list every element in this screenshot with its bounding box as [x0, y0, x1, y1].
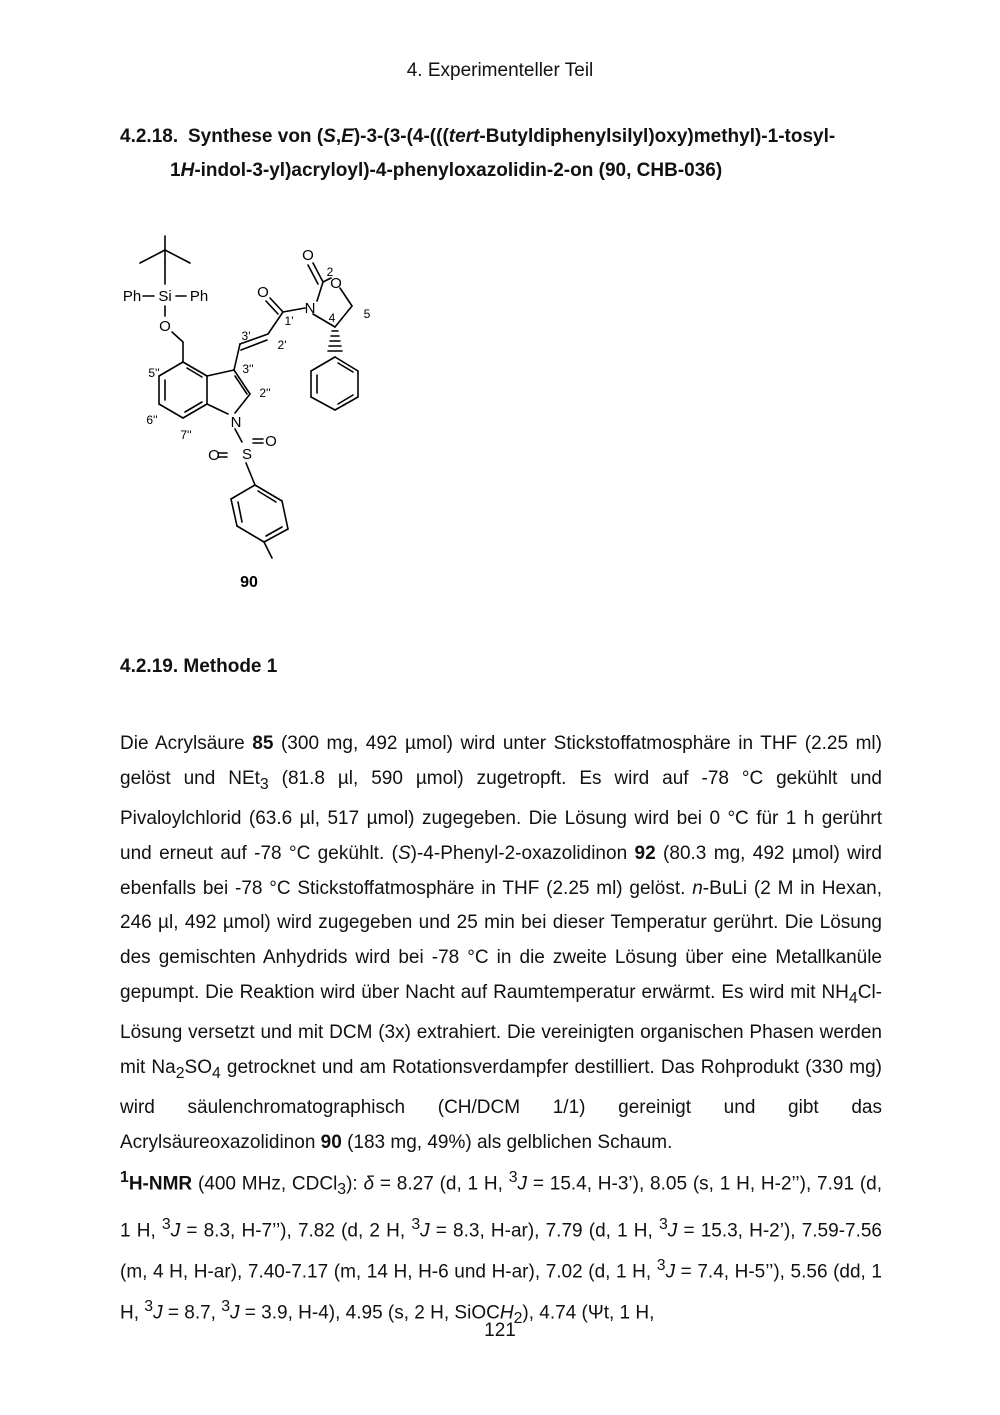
s-label: S	[241, 446, 253, 463]
atom-number-2: 2	[326, 265, 334, 279]
chemical-structure	[110, 232, 410, 607]
atom-number-3p: 3'	[241, 329, 251, 343]
o-ring-label: O	[330, 275, 342, 292]
atom-number-3pp: 3''	[242, 362, 254, 376]
title-part: -indol-3-yl)acryloyl)-4-phenyloxazolidin-2-on (90, CHB-036)	[194, 160, 723, 181]
italic-run: H	[499, 1302, 514, 1324]
title-part: -Butyldiphenylsilyl)oxy)methyl)-1-tosyl-	[479, 126, 836, 147]
title-part: 1	[170, 160, 181, 181]
subscript: 2	[175, 1064, 185, 1082]
text-run: = 15.3, H-2’), 7.59-7.56 (m, 4 H, H-ar), 7.40-7.17 (m, 14 H, H-6 und H-ar), 7.02 (d, 1 H,	[120, 1219, 883, 1283]
atom-number-6pp: 6''	[146, 413, 158, 427]
page-number: 121	[484, 1320, 516, 1341]
compound-ref: 92	[634, 842, 656, 864]
italic-run: S	[397, 842, 411, 864]
superscript: 3	[411, 1215, 421, 1233]
text-run: SO	[184, 1056, 212, 1078]
compound-number: 90	[240, 574, 258, 591]
text-run: ):	[346, 1173, 364, 1195]
text-run: (80.3 mg, 492 µmol) wird ebenfalls bei -78 °C Stickstoffatmosphäre in THF (2.25 ml) gelöst.	[120, 842, 882, 899]
title-part: )-3-(3-(4-(((	[353, 126, 449, 147]
subscript: 3	[337, 1180, 347, 1198]
subscript: 4	[848, 989, 858, 1007]
n-oxaz-label: N	[304, 300, 316, 317]
text-run: = 7.4, H-5’’), 5.56 (dd, 1 H,	[120, 1261, 882, 1324]
si-label: Si	[158, 288, 172, 305]
subscript: 2	[513, 1309, 523, 1327]
o-acyl-label: O	[257, 284, 269, 301]
italic-run: J	[170, 1219, 181, 1241]
title-part-italic: E	[341, 126, 354, 147]
text-run: (183 mg, 49%) als gelblichen Schaum.	[341, 1132, 673, 1154]
superscript: 3	[161, 1215, 171, 1233]
title-part-italic: tert	[448, 126, 480, 147]
italic-run: J	[230, 1302, 240, 1324]
italic-run: J	[153, 1302, 163, 1324]
italic-run: J	[665, 1261, 676, 1283]
o-ether-label: O	[159, 318, 171, 335]
atom-number-4: 4	[328, 311, 336, 325]
n-indole-label: N	[230, 414, 242, 431]
atom-number-2p: 2'	[277, 338, 287, 352]
title-part-italic: S	[323, 126, 336, 147]
italic-run: J	[667, 1219, 678, 1241]
body-text	[120, 727, 882, 1337]
o-s-left-label: O	[208, 447, 220, 464]
atom-number-2pp: 2''	[259, 386, 271, 400]
title-part: Synthese von (	[188, 126, 324, 147]
running-header: 4. Experimenteller Teil	[406, 60, 594, 81]
text-run: = 8.7,	[162, 1302, 222, 1324]
text-run: ), 4.74 (Ψt, 1 H,	[522, 1302, 655, 1324]
atom-number-5pp: 5''	[148, 366, 160, 380]
text-run: (400 MHz, CDCl	[192, 1173, 338, 1195]
title-part: ,	[335, 126, 342, 147]
text-run: -BuLi (2 M in Hexan, 246 µl, 492 µmol) wird zugegeben und 25 min bei dieser Temperatur gerührt. Die Lösung des gemischten Anhydrids wird bei -78 °C in die zweite Lösung über eine Metallkanüle gepumpt. Die Reaktion wird über Nacht auf Raumtemperatur erwärmt. Es wird mit NH	[120, 877, 882, 1003]
atom-number-1p: 1'	[284, 314, 294, 328]
text-run: = 8.27 (d, 1 H,	[374, 1173, 509, 1195]
nmr-paragraph	[120, 1161, 882, 1337]
superscript: 3	[144, 1297, 154, 1315]
o-s-right-label: O	[265, 433, 277, 450]
atom-number-7pp: 7''	[180, 428, 192, 442]
text-run: = 8.3, H-ar), 7.79 (d, 1 H,	[429, 1219, 659, 1241]
o-carbonyl-oxaz-label: O	[302, 247, 314, 264]
subscript: 3	[259, 775, 269, 793]
title-line-2	[120, 160, 722, 181]
structure-drawing	[110, 232, 410, 602]
text-run: = 15.4, H-3’), 8.05 (s, 1 H, H-2’’), 7.91 (d, 1 H,	[120, 1173, 882, 1241]
text-run: getrocknet und am Rotationsverdampfer destilliert. Das Rohprodukt (330 mg) wird säulenchromatographisch (CH/DCM 1/1) gereinigt und gibt das Acrylsäureoxazolidinon	[120, 1056, 882, 1154]
superscript: 1	[120, 1168, 129, 1186]
section-number: 4.2.18.	[120, 126, 179, 147]
subscript: 4	[212, 1064, 221, 1082]
title-part-italic: H	[180, 160, 195, 181]
atom-number-5: 5	[363, 307, 371, 321]
italic-run: J	[420, 1219, 430, 1241]
text-run: (300 mg, 492 µmol) wird unter Stickstoffatmosphäre in THF (2.25 ml) gelöst und NEt	[120, 733, 882, 789]
text-run: Die Acrylsäure	[120, 733, 253, 754]
section-heading-method: 4.2.19. Methode 1	[120, 656, 278, 677]
nmr-label: H-NMR	[128, 1173, 193, 1195]
compound-ref: 85	[252, 733, 274, 754]
superscript: 3	[656, 1256, 666, 1274]
ph-right-label: Ph	[189, 288, 209, 305]
text-run: (81.8 µl, 590 µmol) zugetropft. Es wird auf -78 °C gekühlt und Pivaloylchlorid (63.6 µl, 517 µmol) zugegeben. Die Lösung wird bei 0 °C für 1 h gerührt und erneut auf -78 °C gekühlt. (	[120, 767, 882, 864]
text-run: = 3.9, H-4), 4.95 (s, 2 H, SiOC	[239, 1302, 500, 1324]
procedure-paragraph	[120, 727, 882, 1161]
superscript: 3	[658, 1215, 668, 1233]
text-run: Cl-Lösung versetzt und mit DCM (3x) extrahiert. Die vereinigten organischen Phasen werden mit Na	[120, 981, 882, 1078]
italic-run: J	[517, 1173, 528, 1195]
superscript: 3	[221, 1297, 231, 1315]
compound-ref: 90	[320, 1132, 342, 1154]
section-heading-synthesis	[120, 120, 885, 188]
italic-run: n	[692, 877, 703, 899]
italic-run: δ	[363, 1173, 375, 1195]
text-run: = 8.3, H-7’’), 7.82 (d, 2 H,	[180, 1219, 412, 1241]
superscript: 3	[508, 1168, 518, 1186]
ph-left-label: Ph	[122, 288, 142, 305]
text-run: )-4-Phenyl-2-oxazolidinon	[410, 842, 635, 864]
